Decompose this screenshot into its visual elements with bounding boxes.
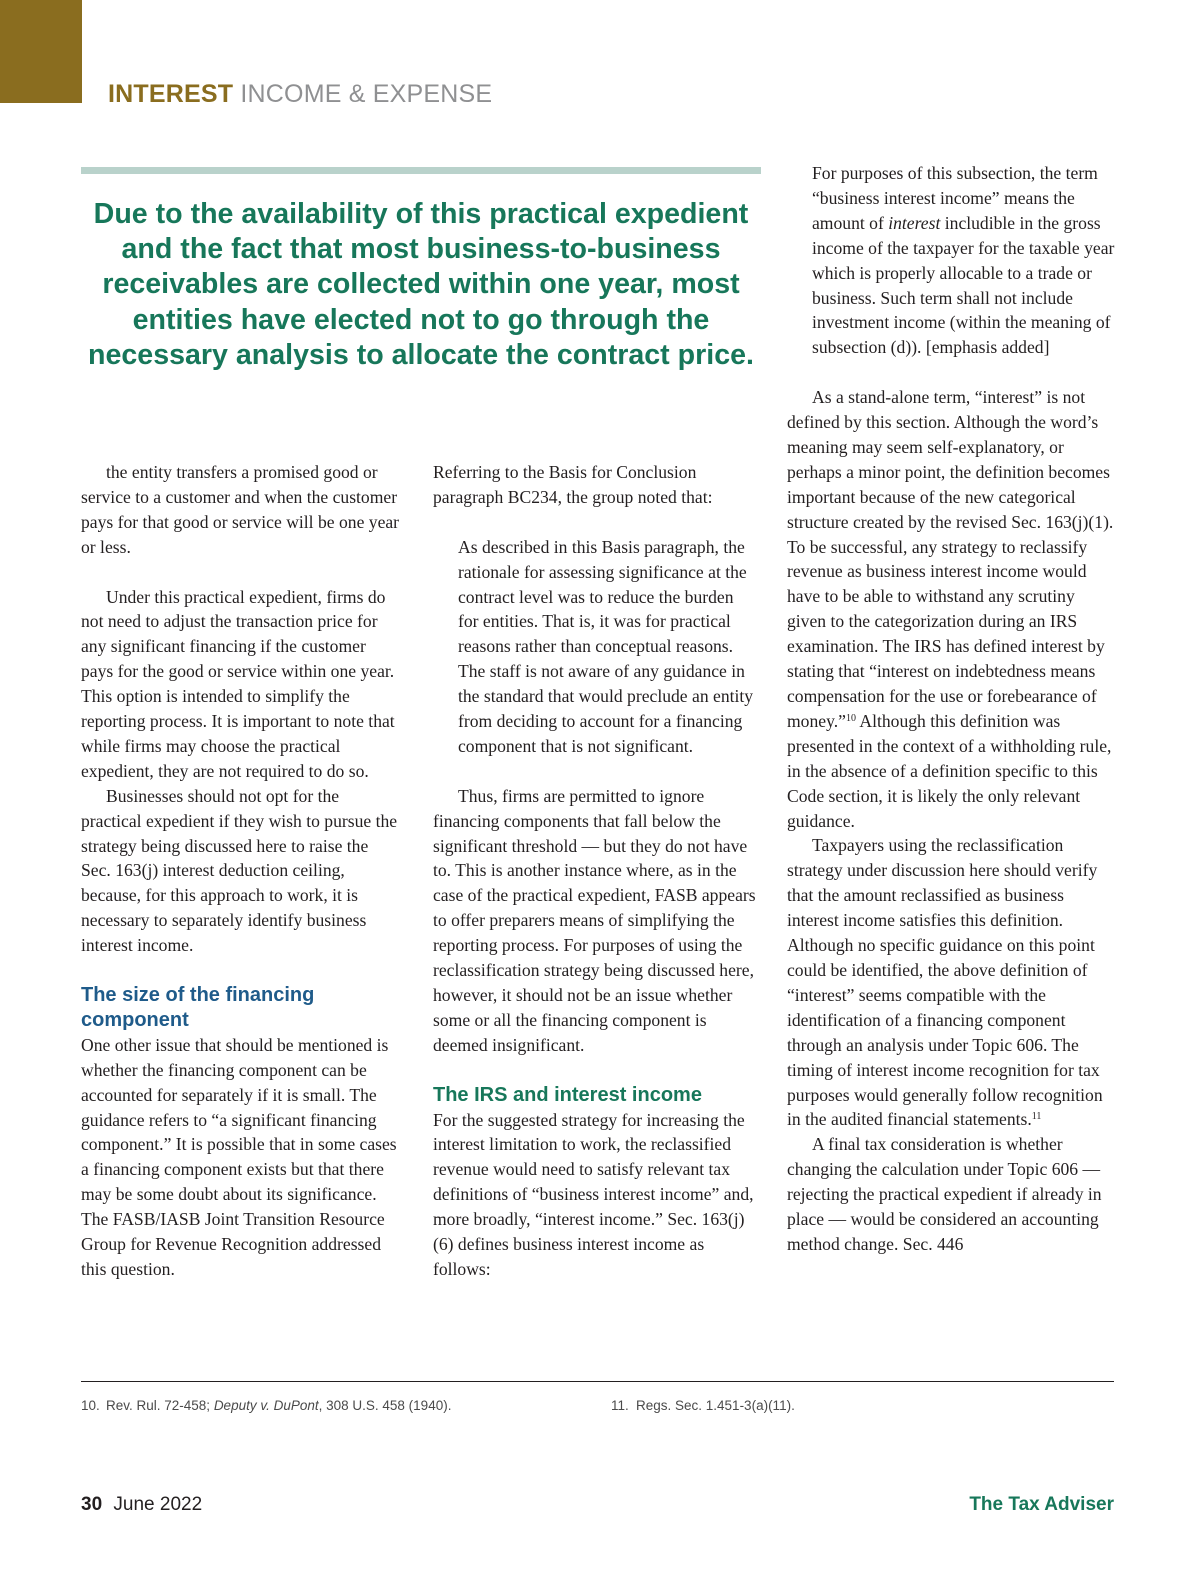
footnote-divider — [81, 1381, 1114, 1382]
quote-text-part-2: includible in the gross income of the taxpayer for the taxable year which is properly allocable to a trade or business. Such term shall not include investment income (within the meaning of subsection (d)). [emphasis added] — [812, 212, 1115, 358]
block-quote-bc234 — [433, 535, 758, 759]
footnote-ref-11: 11 — [1031, 1111, 1042, 1123]
quote-text-part-1: For purposes of this subsection, the term “business interest income” means the amount of — [812, 163, 1098, 233]
section-header-bold: INTEREST — [108, 80, 234, 108]
section-header-light: INCOME & EXPENSE — [240, 80, 493, 108]
left-paragraph-4: One other issue that should be mentioned is whether the financing component can be accounted for separately if it is small. The guidance refers to “a significant financing component.” It is possible that in some cases a financing component exists but that there may be some doubt about its significance. The FASB/IASB Joint Transition Resource Group for Revenue Recognition addressed this question. — [81, 1034, 397, 1279]
footnote-10-case-name: Deputy v. DuPont — [213, 1398, 319, 1413]
footnote-10-number: 10. — [81, 1398, 100, 1413]
header-color-block — [0, 0, 82, 103]
issue-date: June 2022 — [113, 1494, 203, 1515]
footnote-11-number: 11. — [611, 1398, 629, 1413]
left-column — [81, 460, 401, 1282]
middle-paragraph-1: Referring to the Basis for Conclusion paragraph BC234, the group noted that: — [433, 462, 713, 507]
footnote-10-text-after: , 308 U.S. 458 (1940). — [318, 1398, 452, 1413]
footnote-11-text: Regs. Sec. 1.451-3(a)(11). — [636, 1398, 795, 1413]
right-paragraph-1-tail: Although this definition was presented in the context of a withholding rule, in the absence of a definition specific to this Code section, it is likely the only relevant guidance. — [787, 710, 1112, 831]
middle-paragraph-3: For the suggested strategy for increasing the interest limitation to work, the reclassified revenue would need to satisfy relevant tax definitions of “business interest income” and, more broadly, “interest income.” Sec. 163(j)(6) defines business interest income as follows: — [433, 1109, 754, 1279]
right-column — [787, 161, 1117, 1257]
right-paragraph-1 — [787, 385, 1117, 833]
footer-left — [81, 1494, 202, 1516]
block-quote-definition — [812, 161, 1117, 360]
footnote-10-text-before: Rev. Rul. 72-458; — [106, 1398, 214, 1413]
footnote-11 — [611, 1398, 795, 1413]
left-paragraph-2: Under this practical expedient, firms do not need to adjust the transaction price for any significant financing if the customer pays for the good or service within one year. This option is intended to simplify the reporting process. It is important to note that while firms may choose the practical expedient, they are not required to do so. — [81, 586, 395, 781]
subhead-financing-component: The size of the financing component — [81, 984, 315, 1031]
middle-paragraph-2: Thus, firms are permitted to ignore financing components that fall below the significant threshold — but they do not have to. This is another instance where, as in the case of the practical expedient, FASB appears to offer preparers means of simplifying the reporting process. For purposes of using the reclassification strategy being discussed here, however, it should not be an issue whether some or all the financing component is deemed insignificant. — [433, 785, 756, 1055]
right-paragraph-1-text: As a stand-alone term, “interest” is not defined by this section. Although the word’s meaning may seem self-explanatory, or perhaps a minor point, the definition becomes important because of the new categorical structure created by the revised Sec. 163(j)(1). To be successful, any strategy to reclassify revenue as business interest income would have to be able to withstand any scrutiny given to the categorization during an IRS examination. The IRS has defined interest by stating that “interest on indebtedness means compensation for the use or forebearance of money.” — [787, 387, 1114, 731]
block-quote-163j6 — [787, 161, 1117, 360]
right-paragraph-3: A final tax consideration is whether changing the calculation under Topic 606 — rejecting the practical expedient if already in place — would be considered an accounting method change. Sec. 446 — [787, 1134, 1102, 1254]
pull-quote: Due to the availability of this practical expedient and the fact that most business-to-business receivables are collected within one year, most entities have elected not to go through the necessary analysis to allocate the contract price. — [88, 198, 754, 371]
pull-quote-rule — [81, 167, 761, 174]
section-header — [108, 80, 492, 109]
right-paragraph-2 — [787, 833, 1117, 1132]
quote-emphasis: interest — [888, 212, 941, 233]
footnote-10 — [81, 1398, 451, 1413]
page-number: 30 — [81, 1494, 103, 1515]
left-paragraph-3: Businesses should not opt for the practical expedient if they wish to pursue the strategy being discussed here to raise the Sec. 163(j) interest deduction ceiling, because, for this approach to work, it is necessary to separately identify business interest income. — [81, 785, 398, 956]
subhead-irs-interest-income: The IRS and interest income — [433, 1083, 702, 1106]
right-paragraph-2-text: Taxpayers using the reclassification strategy under discussion here should verify that the amount reclassified as business interest income satisfies this definition. Although no specific guidance on this point could be identified, the above definition of “interest” seems compatible with the identification of a financing component through an analysis under Topic 606. The timing of interest income recognition for tax purposes would generally follow recognition in the audited financial statements. — [787, 835, 1103, 1130]
left-paragraph-1: the entity transfers a promised good or service to a customer and when the customer pays for that good or service will be one year or less. — [81, 462, 400, 557]
footnote-ref-10: 10 — [845, 712, 856, 724]
block-quote-text: As described in this Basis paragraph, the rationale for assessing significance at the contract level was to reduce the burden for entities. That is, it was for practical reasons rather than conceptual reasons. The staff is not aware of any guidance in the standard that would preclude an entity from deciding to account for a financing component that is not significant. — [458, 536, 754, 756]
middle-column — [433, 460, 758, 1282]
publication-name: The Tax Adviser — [969, 1494, 1114, 1515]
